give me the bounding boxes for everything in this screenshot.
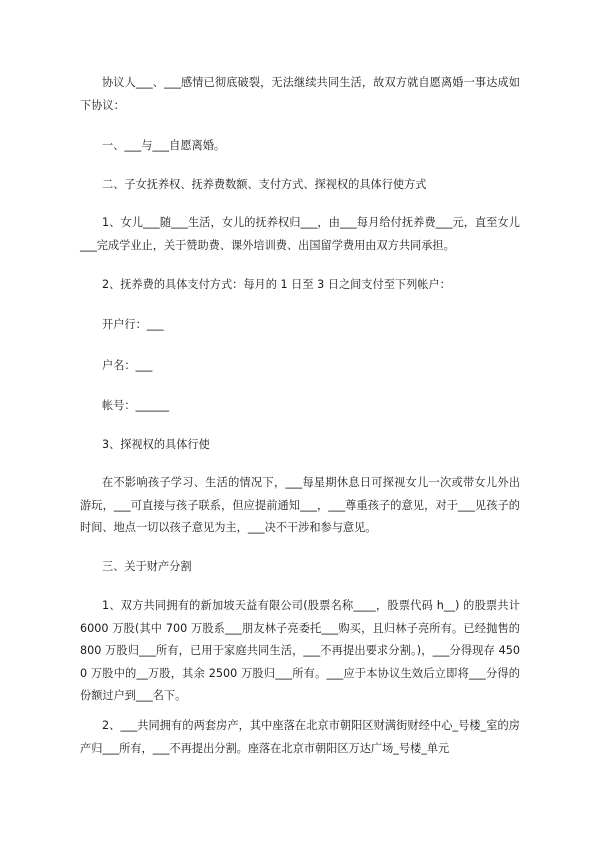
section-3-heading: 三、关于财产分割 [102,560,192,573]
account-number-field: 帐号：______ [102,399,170,412]
stock-division-clause: 1、双方共同拥有的新加坡天益有限公司(股票名称____，股票代码 h__) 的股票共计 6000 万股(其中 700 万股系___朋友林子亮委托___购买，且归林子亮所有。已经抛售的 800 万股归___所有，已用于家庭共同生活，___不再提出要求分割。)，___分得现存 4500 万股中的__万股，其余 2500 万股归___所有。___应于本协议生效后立即将___分得的份额过户到___名下。 [80,599,520,702]
account-name-field: 户名：___ [102,359,153,372]
agreement-intro: 协议人___、___感情已彻底破裂，无法继续共同生活，故双方就自愿离婚一事达成如下协议： [80,76,520,112]
custody-clause: 1、女儿___随___生活，女儿的抚养权归___，由___每月给付抚养费___元，直至女儿___完成学业止，关于赞助费、课外培训费、出国留学费用由双方共同承担。 [80,216,520,252]
bank-name-field: 开户行：___ [102,318,164,331]
section-2-heading: 二、子女抚养权、抚养费数额、支付方式、探视权的具体行使方式 [102,178,427,191]
property-division-clause: 2、___共同拥有的两套房产，其中座落在北京市朝阳区财满街财经中心_号楼_室的房产归___所有，___不再提出分割。座落在北京市朝阳区万达广场_号楼_单元 [80,719,520,755]
visitation-clause: 在不影响孩子学习、生活的情况下，___每星期休息日可探视女儿一次或带女儿外出游玩，___可直接与孩子联系，但应提前通知___，___尊重孩子的意见，对于___见孩子的时间、地点一切以孩子意见为主，___决不干涉和参与意见。 [80,476,520,534]
visitation-heading: 3、探视权的具体行使 [102,438,210,451]
section-1-heading: 一、___与___自愿离婚。 [102,139,226,152]
payment-method-clause: 2、抚养费的具体支付方式：每月的 1 日至 3 日之间支付至下列帐户： [102,278,451,291]
